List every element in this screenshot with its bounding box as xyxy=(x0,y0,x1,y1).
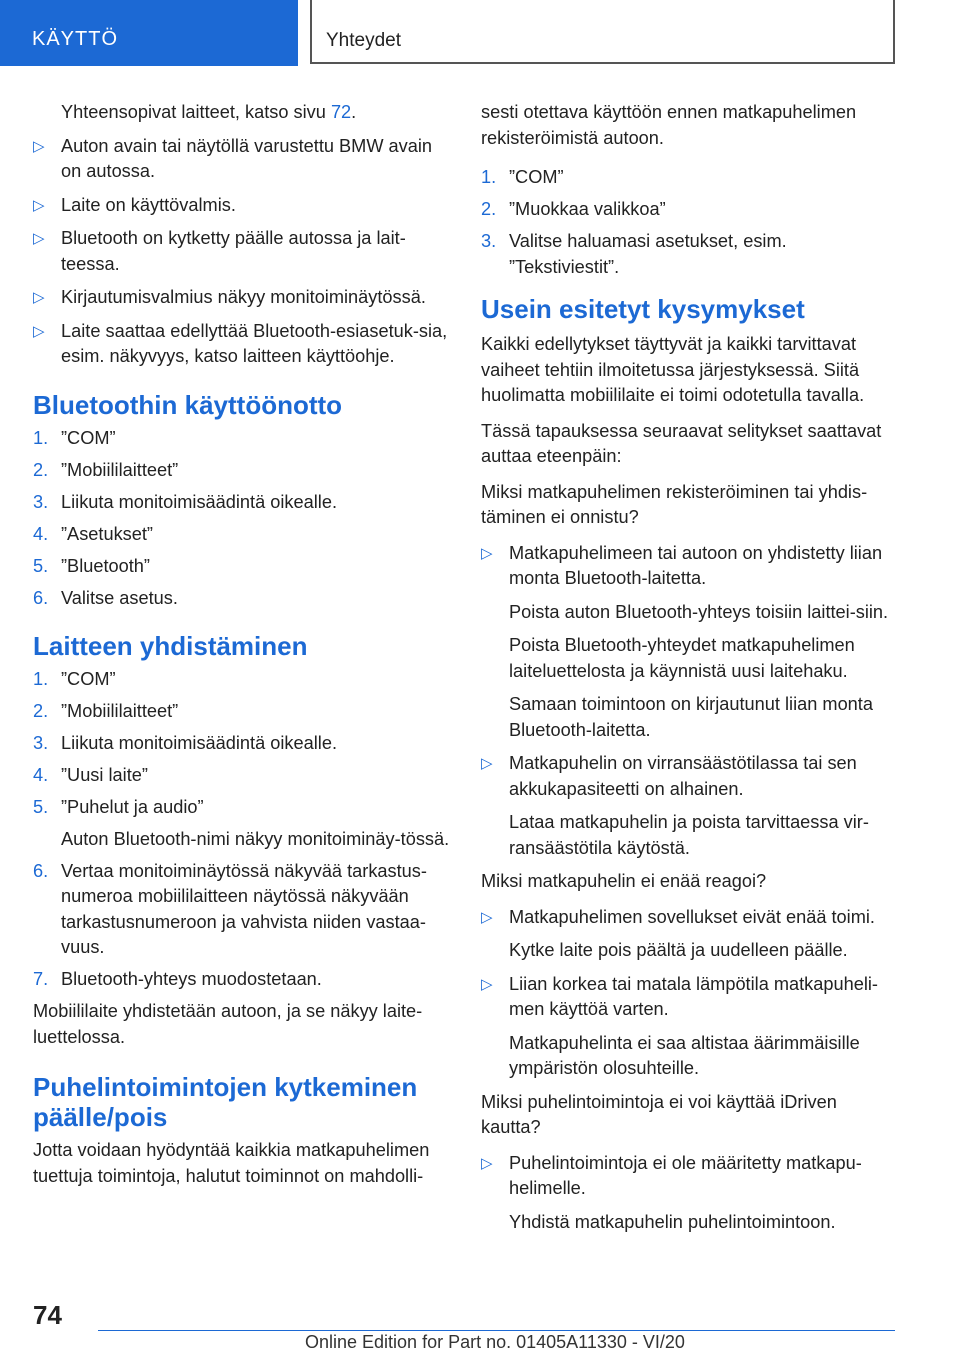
faq-intro: Kaikki edellytykset täyttyvät ja kaikki tarvittavat vaiheet tehtiin ilmoitetussa järjestyksessä. Siitä huolimatta mobiililaite ei toimi odotetulla tavalla. xyxy=(481,334,865,405)
answer-text: Liian korkea tai matala lämpötila matkapuheli-men käyttöä varten. xyxy=(509,973,878,1019)
requirement-item xyxy=(33,193,451,219)
page-link[interactable]: 72 xyxy=(330,102,352,122)
connect-steps xyxy=(33,667,451,993)
step-text: Valitse asetus. xyxy=(61,587,178,608)
step-number: 2. xyxy=(33,701,49,721)
step-number: 3. xyxy=(33,733,49,753)
answer-note: Poista auton Bluetooth-yhteys toisiin laittei-siin. xyxy=(509,601,889,622)
step-number: 6. xyxy=(33,860,49,881)
triangle-bullet-icon: ▷ xyxy=(481,1154,493,1172)
faq-question: Miksi puhelintoimintoja ei voi käyttää iDriven kautta? xyxy=(481,1091,837,1137)
requirement-item xyxy=(33,319,451,370)
bluetooth-steps xyxy=(33,426,451,612)
heading-faq: Usein esitetyt kysymykset xyxy=(481,294,805,324)
step-item xyxy=(33,554,451,580)
heading-bluetooth-setup: Bluetoothin käyttöönotto xyxy=(33,389,343,420)
step-text: Bluetooth-yhteys muodostetaan. xyxy=(61,969,322,989)
heading-phone-functions: Puhelintoimintojen kytkeminen päälle/pois xyxy=(33,1072,418,1132)
step-number: 4. xyxy=(33,523,49,544)
faq-question: Miksi matkapuhelin ei enää reagoi? xyxy=(481,871,767,891)
step-number: 2. xyxy=(481,199,497,219)
requirement-text: Bluetooth on kytketty päälle autossa ja lait-teessa. xyxy=(61,228,406,274)
triangle-bullet-icon: ▷ xyxy=(481,975,493,993)
phone-functions-continued: sesti otettava käyttöön ennen matkapuhelimen rekisteröimistä autoon. xyxy=(481,102,857,148)
phone-functions-text: Jotta voidaan hyödyntää kaikkia matkapuhelimen tuettuja toimintoja, halutut toiminnot on mahdolli- xyxy=(33,1140,430,1186)
step-item xyxy=(33,426,451,452)
step-number: 2. xyxy=(33,459,49,480)
faq-answer-item xyxy=(481,1151,899,1202)
step-number: 5. xyxy=(33,797,49,817)
step-number: 5. xyxy=(33,555,49,576)
step-text: ”Uusi laite” xyxy=(61,765,148,785)
step-number: 6. xyxy=(33,587,49,608)
step-text: ”Puhelut ja audio” xyxy=(61,797,204,817)
topic-box xyxy=(310,0,895,64)
requirement-text: Laite saattaa edellyttää Bluetooth-esiasetuk-sia, esim. näkyvyys, katso laitteen käyttöohje. xyxy=(61,320,448,366)
faq-answer-item xyxy=(481,541,899,592)
triangle-bullet-icon: ▷ xyxy=(33,137,45,155)
step-text: Valitse haluamasi asetukset, esim. ”Tekstiviestit”. xyxy=(509,231,787,277)
faq-answer-item xyxy=(481,972,899,1023)
answer-text: Matkapuhelin on virransäästötilassa tai sen akkukapasiteetti on alhainen. xyxy=(509,753,857,799)
step-text: Liikuta monitoimisäädintä oikealle. xyxy=(61,491,337,512)
topic-title: Yhteydet xyxy=(326,30,401,51)
answer-text: Matkapuhelimen sovellukset eivät enää toimi. xyxy=(509,906,875,927)
section-tab xyxy=(0,0,298,66)
triangle-bullet-icon: ▷ xyxy=(481,908,493,926)
step-number: 1. xyxy=(33,427,49,448)
requirement-text: Auton avain tai näytöllä varustettu BMW avain on autossa. xyxy=(61,135,433,181)
step-number: 1. xyxy=(33,669,49,689)
requirement-text: Laite on käyttövalmis. xyxy=(61,194,236,215)
step-item xyxy=(33,490,451,516)
answer-note: Kytke laite pois päältä ja uudelleen päälle. xyxy=(509,940,848,960)
step-text: ”Mobiililaitteet” xyxy=(61,459,179,480)
answer-note: Yhdistä matkapuhelin puhelintoimintoon. xyxy=(509,1211,836,1232)
step-item xyxy=(33,731,451,757)
page-number: 74 xyxy=(33,1300,62,1330)
step-item xyxy=(33,967,451,993)
step-text: ”COM” xyxy=(61,427,116,448)
step-item xyxy=(33,458,451,484)
step-number: 1. xyxy=(481,167,497,187)
step-text: ”Mobiililaitteet” xyxy=(61,701,179,721)
step-text: ”Asetukset” xyxy=(61,523,153,544)
faq-answer-item xyxy=(481,751,899,802)
step-number: 3. xyxy=(481,231,497,251)
requirement-item xyxy=(33,226,451,277)
requirement-item xyxy=(33,285,451,311)
left-column xyxy=(33,100,451,1199)
faq-intro-2: Tässä tapauksessa seuraavat selitykset saattavat auttaa eteenpäin: xyxy=(481,420,882,466)
step-item xyxy=(33,763,451,789)
triangle-bullet-icon: ▷ xyxy=(33,322,45,340)
step-item xyxy=(33,667,451,693)
step-text: ”COM” xyxy=(509,167,564,187)
step-text: Liikuta monitoimisäädintä oikealle. xyxy=(61,733,337,753)
step-text: Vertaa monitoiminäytössä näkyvää tarkastus-numeroa mobiililaitteen näytössä näkyvään tarkastusnumeroon ja vahvista niiden vastaa-vuus. xyxy=(61,860,427,957)
answer-text: Matkapuhelimeen tai autoon on yhdistetty liian monta Bluetooth-laitetta. xyxy=(509,542,883,588)
compat-note xyxy=(33,100,451,126)
step-item xyxy=(481,229,899,280)
step-item xyxy=(481,165,899,191)
step-number: 4. xyxy=(33,765,49,785)
answer-note: Matkapuhelinta ei saa altistaa äärimmäisille ympäristön olosuhteille. xyxy=(509,1032,860,1078)
triangle-bullet-icon: ▷ xyxy=(33,230,45,247)
faq-question: Miksi matkapuhelimen rekisteröiminen tai yhdis-täminen ei onnistu? xyxy=(481,481,868,527)
heading-connect-device: Laitteen yhdistäminen xyxy=(33,631,308,661)
answer-note: Samaan toimintoon on kirjautunut liian monta Bluetooth-laitetta. xyxy=(509,694,873,740)
faq-answer-item xyxy=(481,905,899,931)
answer-note: Poista Bluetooth-yhteydet matkapuhelimen laiteluettelosta ja käynnistä uusi laitehaku. xyxy=(509,635,855,681)
requirement-text: Kirjautumisvalmius näkyy monitoiminäytössä. xyxy=(61,287,426,307)
step-item xyxy=(33,522,451,548)
page-header xyxy=(0,0,960,66)
step-text: ”COM” xyxy=(61,669,116,689)
compat-text: Yhteensopivat laitteet, katso sivu xyxy=(61,102,331,122)
triangle-bullet-icon: ▷ xyxy=(481,755,493,772)
step-item xyxy=(33,795,451,852)
triangle-bullet-icon: ▷ xyxy=(33,289,45,306)
requirement-item xyxy=(33,134,451,185)
section-title: KÄYTTÖ xyxy=(32,28,119,50)
footer-divider xyxy=(98,1330,895,1331)
step-item xyxy=(33,699,451,725)
step-note: Auton Bluetooth-nimi näkyy monitoiminäy-tössä. xyxy=(61,828,450,849)
compat-suffix: . xyxy=(351,102,357,122)
step-number: 7. xyxy=(33,969,49,989)
step-item xyxy=(33,859,451,961)
footer-edition: Online Edition for Part no. 01405A11330 - VI/20 xyxy=(305,1332,685,1352)
right-column xyxy=(481,100,899,1243)
connect-result: Mobiililaite yhdistetään autoon, ja se näkyy laite-luettelossa. xyxy=(33,1001,423,1047)
step-text: ”Muokkaa valikkoa” xyxy=(509,199,666,219)
answer-text: Puhelintoimintoja ei ole määritetty matkapu-helimelle. xyxy=(509,1152,862,1198)
answer-note: Lataa matkapuhelin ja poista tarvittaessa vir-ransäästötila käytöstä. xyxy=(509,812,869,858)
triangle-bullet-icon: ▷ xyxy=(33,196,45,214)
step-text: ”Bluetooth” xyxy=(61,555,150,576)
step-item xyxy=(481,197,899,223)
triangle-bullet-icon: ▷ xyxy=(481,544,493,562)
menu-steps xyxy=(481,165,899,280)
step-number: 3. xyxy=(33,491,49,512)
step-item xyxy=(33,586,451,612)
